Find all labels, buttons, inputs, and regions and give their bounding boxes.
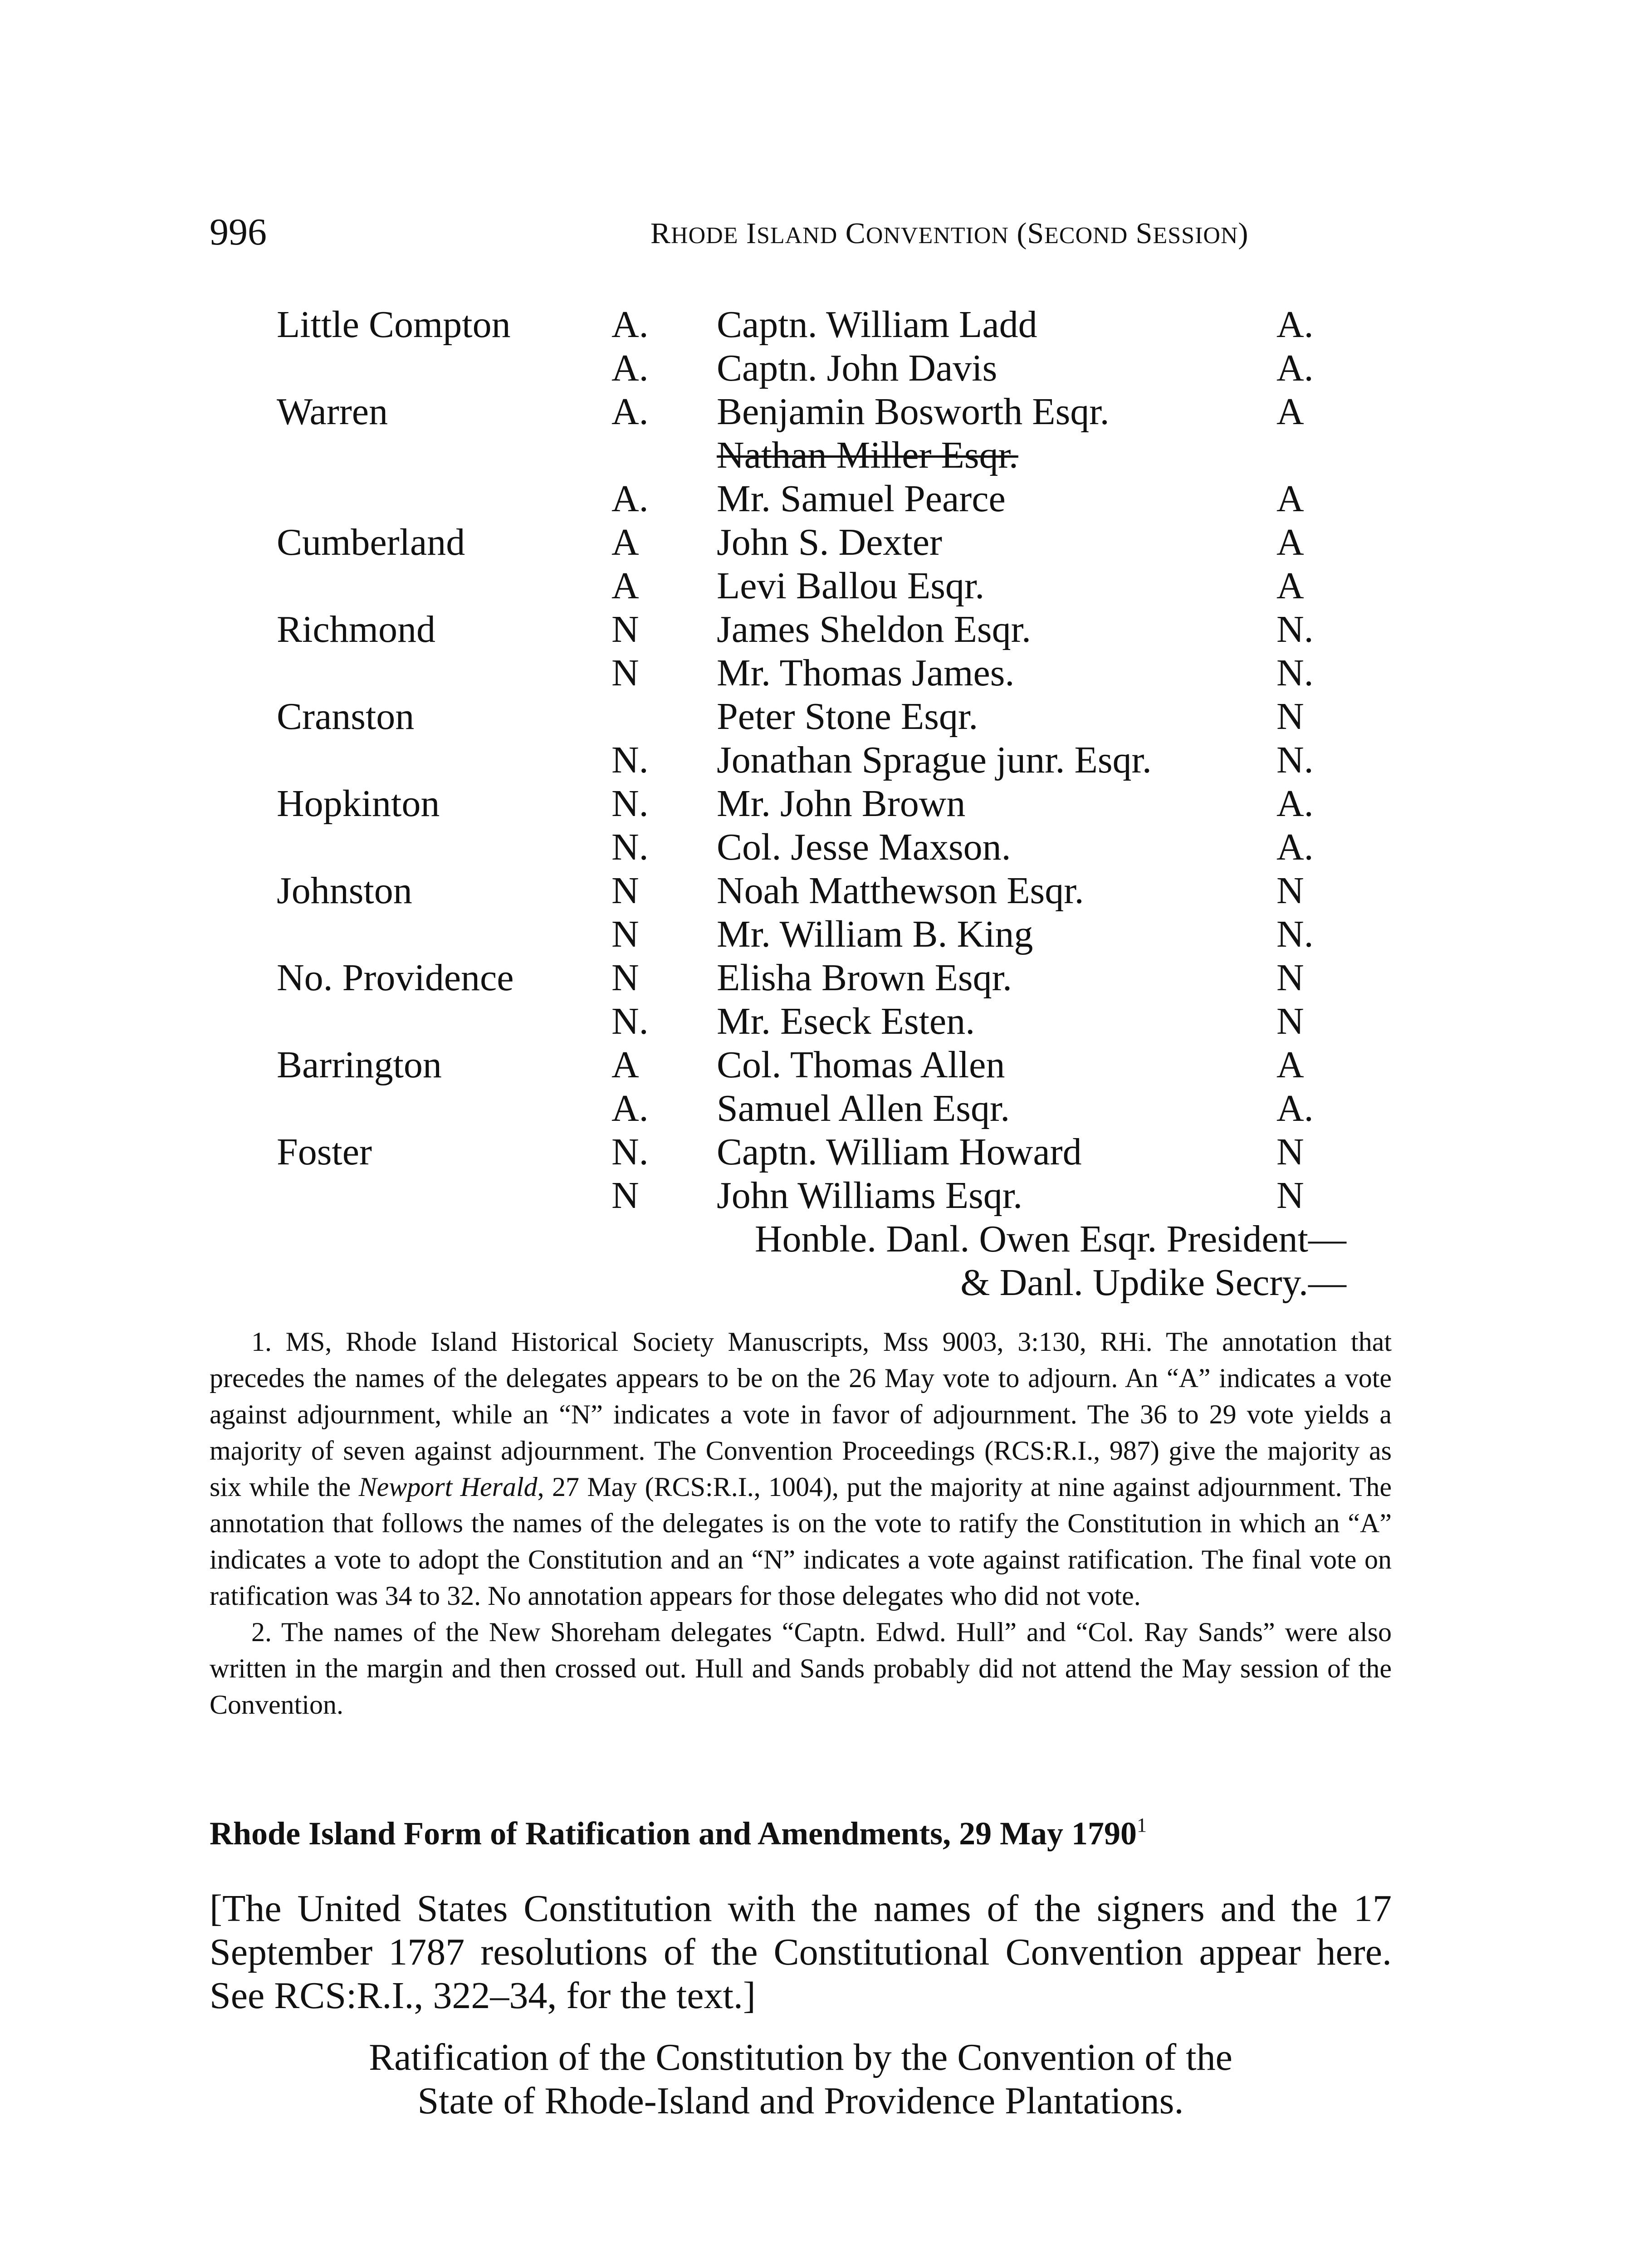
town: Cumberland bbox=[277, 521, 465, 563]
running-head: RHODE ISLAND CONVENTION (SECOND SESSION) bbox=[650, 217, 1249, 250]
adjournment-vote: A. bbox=[611, 391, 649, 433]
adjournment-vote: N. bbox=[611, 1131, 649, 1173]
roll-row bbox=[0, 303, 1633, 347]
delegate-name: Peter Stone Esqr. bbox=[717, 695, 978, 738]
delegate-name: Jonathan Sprague junr. Esqr. bbox=[717, 739, 1152, 781]
ratification-vote: N. bbox=[1276, 739, 1314, 781]
roll-row bbox=[0, 869, 1633, 913]
adjournment-vote: A. bbox=[611, 347, 649, 389]
secretary-signature: & Danl. Updike Secry.— bbox=[960, 1261, 1346, 1304]
delegate-name: Levi Ballou Esqr. bbox=[717, 565, 985, 607]
town: Johnston bbox=[277, 870, 412, 912]
town: No. Providence bbox=[277, 957, 514, 999]
roll-row bbox=[0, 1130, 1633, 1174]
footnote-marker: 1 bbox=[1137, 1814, 1147, 1836]
roll-row bbox=[0, 347, 1633, 390]
ratification-vote: N bbox=[1276, 695, 1304, 738]
ratification-vote: A. bbox=[1276, 347, 1314, 389]
roll-row-struck bbox=[0, 434, 1633, 477]
ratification-vote: N bbox=[1276, 1000, 1304, 1042]
roll-row bbox=[0, 1087, 1633, 1130]
adjournment-vote: A bbox=[611, 565, 639, 607]
adjournment-vote: N bbox=[611, 913, 639, 955]
editorial-note: [The United States Constitution with the names of the signers and the 17 September 1787 resolutions of the Constitutional Convention appear here. See RCS:R.I., 322–34, for the text.] bbox=[210, 1887, 1392, 2017]
roll-row bbox=[0, 1000, 1633, 1043]
town: Little Compton bbox=[277, 303, 511, 346]
delegate-name: Col. Thomas Allen bbox=[717, 1044, 1005, 1086]
section-heading: Rhode Island Form of Ratification and Amendments, 29 May 1790$^1$ bbox=[210, 1814, 1147, 1852]
adjournment-vote: N. bbox=[611, 739, 649, 781]
page-number: 996 bbox=[210, 211, 267, 253]
footnote-2: 2. The names of the New Shoreham delegates “Captn. Edwd. Hull” and “Col. Ray Sands” were also written in the margin and then crossed out. Hull and Sands probably did not attend the May session of the Convention. bbox=[210, 1617, 1392, 1720]
roll-row bbox=[0, 826, 1633, 869]
delegate-name: Mr. Eseck Esten. bbox=[717, 1000, 975, 1042]
roll-row bbox=[0, 521, 1633, 564]
delegate-name: Mr. Samuel Pearce bbox=[717, 478, 1006, 520]
ratification-vote: N bbox=[1276, 957, 1304, 999]
adjournment-vote: A. bbox=[611, 1087, 649, 1129]
roll-row bbox=[0, 1174, 1633, 1217]
ratification-vote: N bbox=[1276, 1174, 1304, 1217]
delegate-name: Noah Matthewson Esqr. bbox=[717, 870, 1084, 912]
struck-delegate-name: Nathan Miller Esqr. bbox=[717, 434, 1018, 476]
adjournment-vote: A bbox=[611, 1044, 639, 1086]
ratification-vote: A bbox=[1276, 521, 1304, 563]
adjournment-vote: A. bbox=[611, 478, 649, 520]
ratification-vote: N. bbox=[1276, 608, 1314, 650]
ratification-vote: N. bbox=[1276, 652, 1314, 694]
delegate-name: John Williams Esqr. bbox=[717, 1174, 1023, 1217]
roll-row bbox=[0, 564, 1633, 608]
footnote-1: 1. MS, Rhode Island Historical Society Manuscripts, Mss 9003, 3:130, RHi. The annotation that precedes the names of the delegates appears to be on the 26 May vote to adjourn. An “A” indicates a vote against adjournment, while an “N” indicates a vote in favor of adjournment. The 36 to 29 vote yields a majority of seven against adjournment. The Convention Proceedings (RCS:R.I., 987) give the majority as six while the Newport Herald, 27 May (RCS:R.I., 1004), put the majority at nine against adjournment. The annotation that follows the names of the delegates is on the vote to ratify the Constitution in which an “A” indicates a vote to adopt the Constitution and an “N” indicates a vote against ratification. The final vote on ratification was 34 to 32. No annotation appears for those delegates who did not vote. bbox=[210, 1327, 1392, 1611]
ratification-title bbox=[210, 2036, 1392, 2123]
roll-row bbox=[0, 913, 1633, 956]
roll-row bbox=[0, 956, 1633, 1000]
ratification-title-line: Ratification of the Constitution by the Convention of the bbox=[369, 2036, 1232, 2078]
ratification-vote: A. bbox=[1276, 303, 1314, 346]
delegate-name: James Sheldon Esqr. bbox=[717, 608, 1031, 650]
adjournment-vote: A. bbox=[611, 303, 649, 346]
delegate-name: Benjamin Bosworth Esqr. bbox=[717, 391, 1110, 433]
delegate-name: Mr. John Brown bbox=[717, 782, 966, 825]
roll-call-list bbox=[0, 303, 1633, 1305]
town: Cranston bbox=[277, 695, 415, 738]
president-signature: Honble. Danl. Owen Esqr. President— bbox=[754, 1218, 1346, 1260]
ratification-vote: A. bbox=[1276, 782, 1314, 825]
town: Hopkinton bbox=[277, 782, 440, 825]
roll-row bbox=[0, 608, 1633, 651]
roll-row bbox=[0, 782, 1633, 826]
roll-row bbox=[0, 1043, 1633, 1087]
adjournment-vote: N bbox=[611, 957, 639, 999]
roll-row bbox=[0, 651, 1633, 695]
ratification-vote: A bbox=[1276, 391, 1304, 433]
adjournment-vote: N bbox=[611, 652, 639, 694]
delegate-name: Captn. William Howard bbox=[717, 1131, 1082, 1173]
ratification-vote: N bbox=[1276, 1131, 1304, 1173]
delegate-name: Col. Jesse Maxson. bbox=[717, 826, 1011, 868]
delegate-name: John S. Dexter bbox=[717, 521, 942, 563]
delegate-name: Samuel Allen Esqr. bbox=[717, 1087, 1010, 1129]
ratification-title-line: State of Rhode-Island and Providence Plantations. bbox=[417, 2080, 1184, 2122]
roll-row bbox=[0, 695, 1633, 738]
ratification-vote: A bbox=[1276, 478, 1304, 520]
roll-row bbox=[0, 738, 1633, 782]
adjournment-vote: N. bbox=[611, 1000, 649, 1042]
delegate-name: Captn. William Ladd bbox=[717, 303, 1037, 346]
ratification-vote: N. bbox=[1276, 913, 1314, 955]
town: Barrington bbox=[277, 1044, 442, 1086]
roll-row bbox=[0, 390, 1633, 434]
adjournment-vote: N bbox=[611, 870, 639, 912]
town: Foster bbox=[277, 1131, 372, 1173]
delegate-name: Captn. John Davis bbox=[717, 347, 997, 389]
delegate-name: Mr. Thomas James. bbox=[717, 652, 1015, 694]
footnotes bbox=[210, 1324, 1392, 1723]
roll-row bbox=[0, 477, 1633, 521]
ratification-vote: A. bbox=[1276, 1087, 1314, 1129]
delegate-name: Elisha Brown Esqr. bbox=[717, 957, 1012, 999]
adjournment-vote: N bbox=[611, 608, 639, 650]
adjournment-vote: N. bbox=[611, 826, 649, 868]
delegate-name: Mr. William B. King bbox=[717, 913, 1033, 955]
adjournment-vote: A bbox=[611, 521, 639, 563]
adjournment-vote: N bbox=[611, 1174, 639, 1217]
ratification-vote: A bbox=[1276, 565, 1304, 607]
ratification-vote: A. bbox=[1276, 826, 1314, 868]
ratification-vote: A bbox=[1276, 1044, 1304, 1086]
town: Richmond bbox=[277, 608, 435, 650]
ratification-vote: N bbox=[1276, 870, 1304, 912]
adjournment-vote: N. bbox=[611, 782, 649, 825]
town: Warren bbox=[277, 391, 388, 433]
